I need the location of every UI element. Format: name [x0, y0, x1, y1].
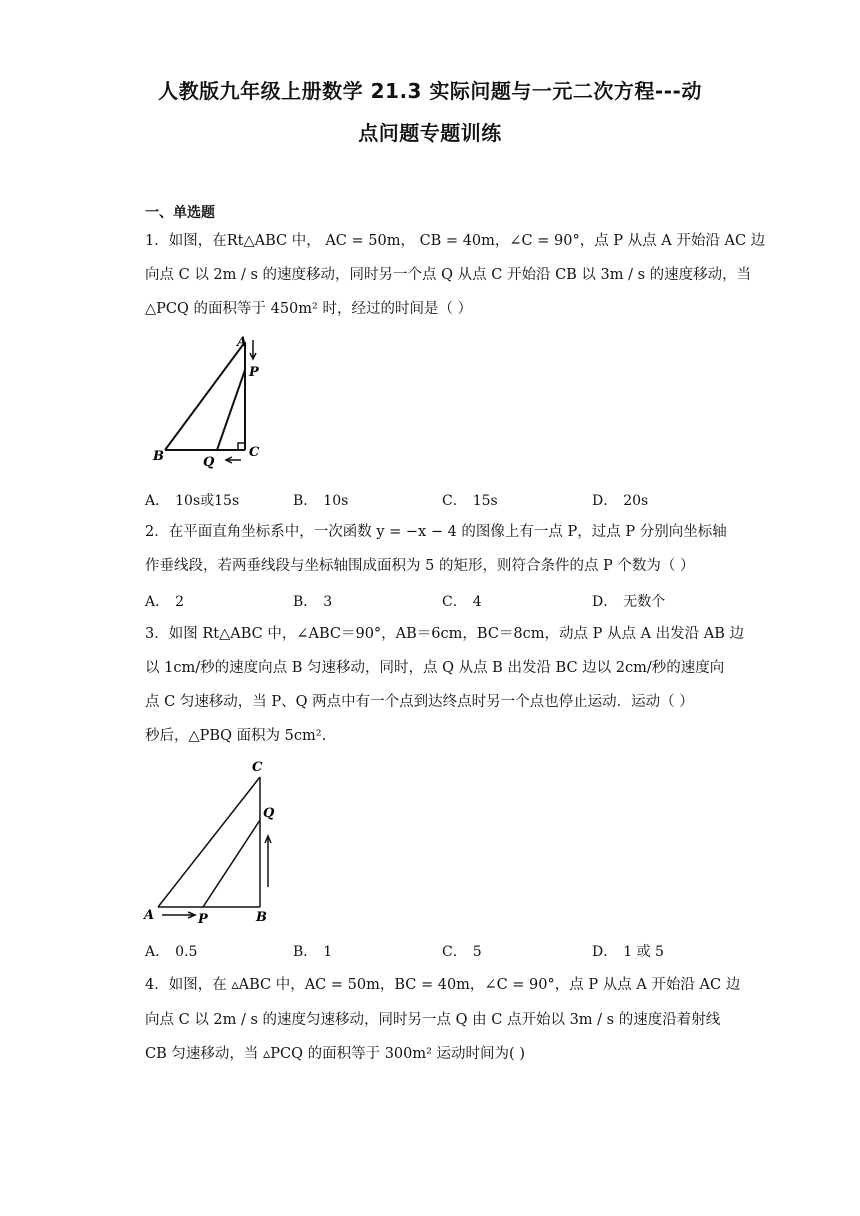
q1-option-b[interactable]: B． 10s [293, 493, 349, 509]
q1-right-angle-mark [238, 443, 245, 450]
q2-option-c[interactable]: C． 4 [442, 594, 482, 610]
question-2-line-1: 2．在平面直角坐标系中，一次函数 y = −x − 4 的图像上有一点 P，过点 P 分别向坐标轴 [145, 524, 727, 540]
question-1-line-2: 向点 C 以 2m / s 的速度移动，同时另一个点 Q 从点 C 开始沿 CB 以 3m / s 的速度移动，当 [145, 267, 752, 283]
question-2-line-2: 作垂线段，若两垂线段与坐标轴围成面积为 5 的矩形，则符合条件的点 P 个数为（ ） [145, 558, 695, 574]
page-title-line-1: 人教版九年级上册数学 21.3 实际问题与一元二次方程---动 [158, 79, 702, 103]
question-4-line-1: 4．如图，在 ▵ABC 中，AC = 50m，BC = 40m，∠C = 90°，点 P 从点 A 开始沿 AC 边 [145, 977, 741, 993]
question-4-line-2: 向点 C 以 2m / s 的速度匀速移动，同时另一点 Q 由 C 点开始以 3m / s 的速度沿着射线 [145, 1012, 721, 1028]
question-3-figure [140, 755, 290, 930]
question-3-line-4: 秒后，△PBQ 面积为 5cm². [145, 728, 327, 744]
question-3-line-3: 点 C 匀速移动，当 P、Q 两点中有一个点到达终点时另一个点也停止运动．运动（ ） [145, 694, 694, 710]
q1-label-p: P [249, 365, 259, 380]
question-3-line-1: 3．如图 Rt△ABC 中，∠ABC＝90°，AB＝6cm，BC＝8cm，动点 P 从点 A 出发沿 AB 边 [145, 626, 745, 642]
q3-option-c[interactable]: C． 5 [442, 944, 482, 960]
q3-label-a: A [144, 908, 155, 923]
question-1-line-1: 1．如图，在Rt△ABC 中， AC = 50m， CB = 40m，∠C = 90°，点 P 从点 A 开始沿 AC 边 [145, 233, 766, 249]
q3-label-p: P [198, 912, 208, 927]
question-3-line-2: 以 1cm/秒的速度向点 B 匀速移动，同时，点 Q 从点 B 出发沿 BC 边以 2cm/秒的速度向 [145, 660, 725, 676]
q1-option-d[interactable]: D． 20s [592, 493, 649, 509]
section-heading: 一、单选题 [145, 205, 215, 221]
question-4-line-3: CB 匀速移动，当 ▵PCQ 的面积等于 300m² 运动时间为( ) [145, 1046, 525, 1062]
page-title-line-2: 点问题专题训练 [358, 121, 502, 145]
q3-label-q: Q [263, 806, 275, 821]
q2-option-a[interactable]: A． 2 [145, 594, 185, 610]
q1-label-q: Q [203, 455, 215, 470]
q3-option-b[interactable]: B． 1 [293, 944, 333, 960]
q1-option-a[interactable]: A． 10s或15s [145, 493, 240, 509]
q2-option-b[interactable]: B． 3 [293, 594, 333, 610]
q1-label-b: B [153, 449, 164, 464]
q1-option-c[interactable]: C． 15s [442, 493, 498, 509]
q3-option-d[interactable]: D． 1 或 5 [592, 944, 664, 960]
q1-segment-pq [217, 370, 245, 450]
question-1-line-3: △PCQ 的面积等于 450m² 时，经过的时间是（ ） [145, 301, 473, 317]
q2-option-d[interactable]: D． 无数个 [592, 594, 666, 610]
q3-label-b: B [256, 910, 267, 925]
q3-label-c: C [252, 760, 263, 775]
q3-option-a[interactable]: A． 0.5 [145, 944, 198, 960]
question-1-figure [145, 330, 275, 470]
q1-label-c: C [249, 445, 260, 460]
q1-label-a: A [237, 335, 248, 350]
q3-segment-pq [203, 820, 260, 907]
q1-side-ab [165, 342, 245, 450]
